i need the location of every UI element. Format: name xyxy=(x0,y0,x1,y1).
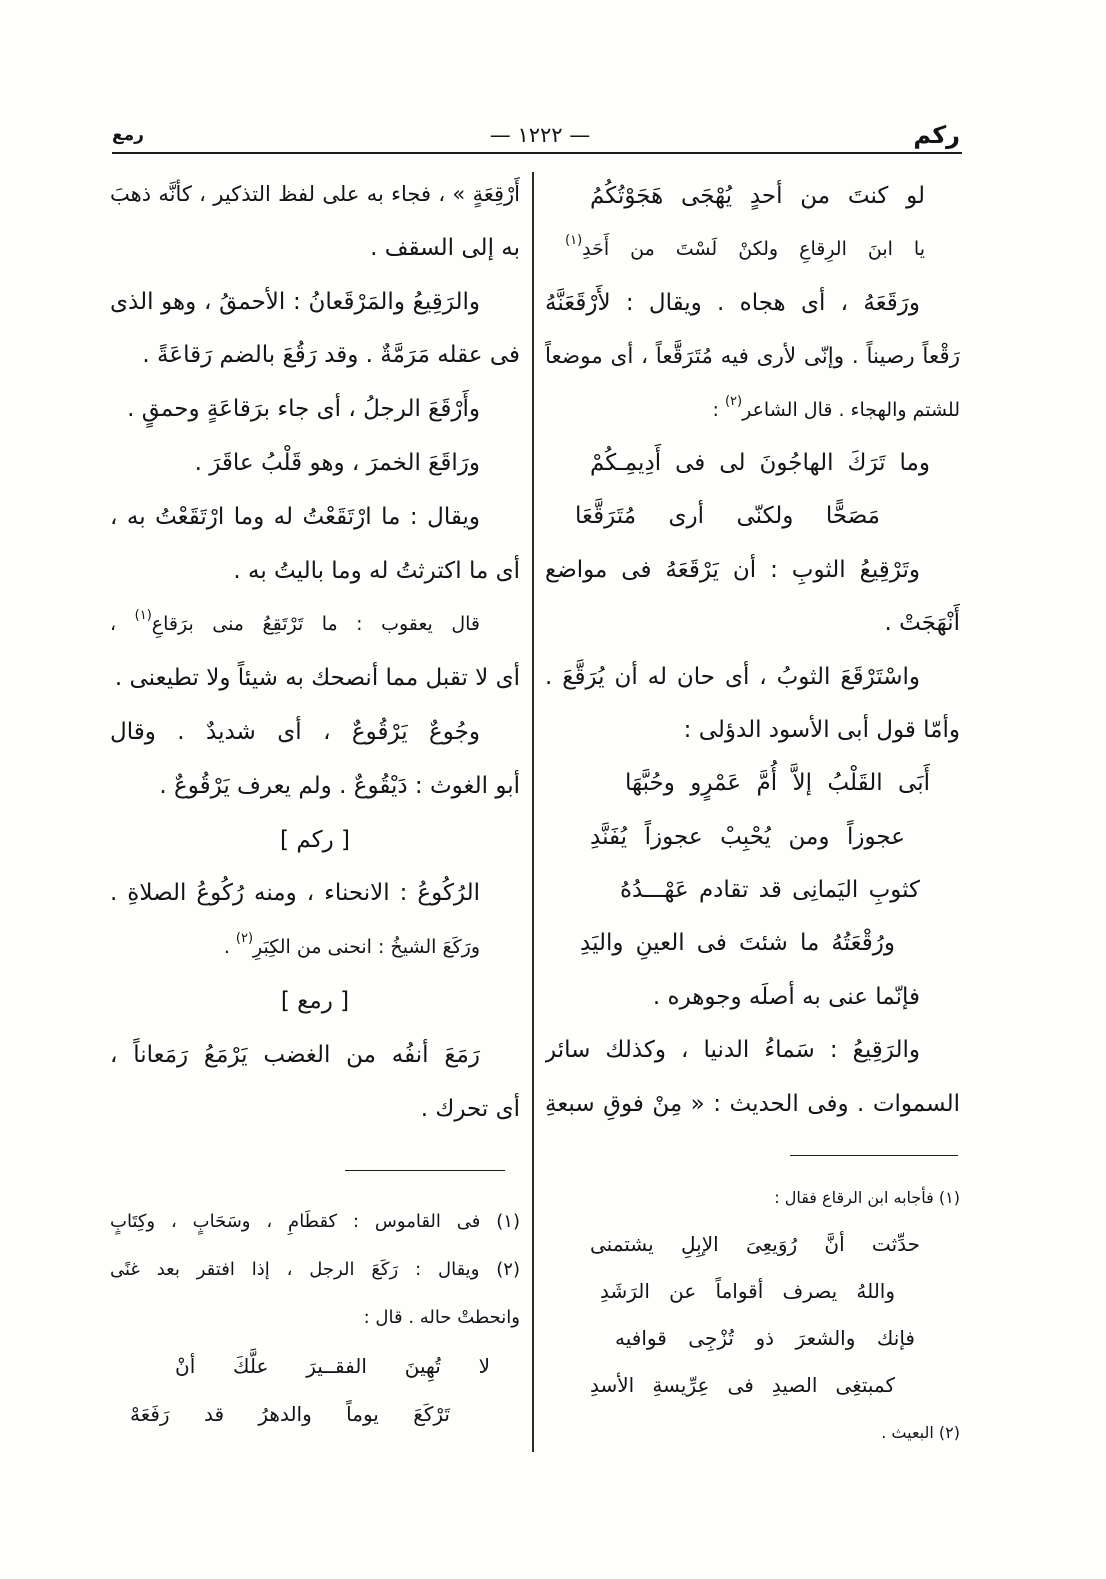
text-line: وأَرْقَعَ الرجلُ ، أى جاء برَقاعَةٍ وحمقٍ . xyxy=(127,396,480,423)
text-line: أى ما اكترثتُ له وما باليتُ به . xyxy=(233,557,520,584)
line-tail: : xyxy=(712,398,725,421)
text-line: واسْتَرْقَعَ الثوبُ ، أى حان له أن يُرَقَّعَ . xyxy=(545,663,920,690)
text-line xyxy=(110,921,520,975)
footnote-separator xyxy=(790,1155,958,1156)
verse-line xyxy=(545,223,960,276)
left-column xyxy=(110,168,520,1136)
left-footnotes xyxy=(110,1198,520,1438)
verse-line: ورُقْعَتُهُ ما شئتَ فى العينِ واليَدِ xyxy=(580,930,895,957)
line-text: ورَكَعَ الشيخُ : انحنى من الكِبَرِ xyxy=(253,936,480,959)
text-line: وتَرْقِيعُ الثوبِ : أن يَرْقَعَهُ فى مواضع xyxy=(545,556,920,583)
footnote-separator xyxy=(345,1170,505,1171)
text-line: وأمّا قول أبى الأسود الدؤلى : xyxy=(683,716,960,743)
line-text: للشتم والهجاء . قال الشاعر xyxy=(742,398,960,421)
footnote-ref: (٢) xyxy=(235,931,254,947)
verse-text: يا ابنَ الرِقاعِ ولكنْ لَسْتَ من أَحَدِ xyxy=(582,238,925,261)
footnote-line: (٢) ويقال : رَكَعَ الرجل ، إذا افتقر بعد غنًى xyxy=(110,1259,520,1280)
header-rule xyxy=(112,152,962,154)
footnote-ref: (١) xyxy=(134,608,152,624)
text-line: أَنْهَجَتْ . xyxy=(884,610,960,637)
page-number: — ١٢٢٢ — xyxy=(489,123,591,147)
right-column xyxy=(545,170,960,1131)
footnote-verse-line: كمبتغِى الصيدِ فى عِرِّيسةِ الأسدِ xyxy=(590,1373,895,1397)
text-line: والرَقِيعُ : سَماءُ الدنيا ، وكذلك سائر xyxy=(545,1037,920,1064)
verse-line: مَصَحًّا ولكنّى أرى مُتَرَقَّعَا xyxy=(575,503,880,530)
footnote-verse-line: تَرْكَعَ يوماً والدهرُ قد رَفَعَهْ xyxy=(130,1402,450,1426)
text-line: ويقال : ما ارْتَقَعْتُ له وما ارْتَقَعْتُ به ، xyxy=(110,503,480,530)
text-line xyxy=(110,598,520,652)
footnote-line: وانحطتْ حاله . قال : xyxy=(363,1307,520,1328)
text-line: والرَقِيعُ والمَرْقَعانُ : الأحمقُ ، وهو الذى xyxy=(110,288,480,315)
verse-line: كثوبِ اليَمانِى قد تقادم عَهْـــدُهُ xyxy=(620,877,920,904)
text-line: وجُوعٌ يَرْقُوعٌ ، أى شديدٌ . وقال xyxy=(110,718,480,745)
verse-line: لو كنتَ من أحدٍ يُهْجَى هَجَوْتُكُمُ xyxy=(590,183,925,209)
line-tail: ، xyxy=(110,613,135,636)
running-head-left: رمع xyxy=(112,125,144,145)
footnote-ref: (١) xyxy=(565,233,583,249)
text-line: به إلى السقف . xyxy=(370,234,520,261)
column-divider xyxy=(532,172,534,1452)
entry-heading: [ رمع ] xyxy=(280,987,350,1014)
text-line: أى تحرك . xyxy=(420,1095,520,1122)
verse-line: عجوزاً ومن يُحْبِبْ عجوزاً يُفَنَّدِ xyxy=(590,823,905,850)
text-line xyxy=(545,384,960,437)
text-line: السموات . وفى الحديث : « مِنْ فوقِ سبعةِ xyxy=(545,1090,960,1117)
text-line: ورَاقَعَ الخمرَ ، وهو قَلْبُ عاقَرَ . xyxy=(194,449,480,476)
footnote-verse-line: فإنك والشعرَ ذو تُزْجِى قوافيه xyxy=(615,1326,915,1350)
line-tail: . xyxy=(223,936,236,959)
footnote-verse-line: واللهُ يصرف أقواماً عن الرَشَدِ xyxy=(600,1279,895,1303)
footnote-line: (٢) البعيث . xyxy=(881,1423,960,1442)
entry-heading: [ ركم ] xyxy=(280,826,350,853)
running-head-right: ركم xyxy=(913,121,960,149)
text-line: فى عقله مَرَمَّةٌ . وقد رَقُعَ بالضم رَقاعَةً . xyxy=(142,342,520,369)
footnote-ref: (٢) xyxy=(724,393,743,409)
footnote-verse-line: حدِّثت أنَّ رُوَيعِىَ الإبِلِ يشتمنى xyxy=(590,1232,920,1256)
text-line: رَقْعاً رصيناً . وإنّى لأرى فيه مُتَرَقَّعاً ، أى موضعاً xyxy=(545,344,960,370)
footnote-line: (١) فى القاموس : كقطَامِ ، وسَحَابٍ ، وكِتَابٍ xyxy=(110,1211,520,1232)
text-line: أبو الغوث : دَيْقُوعٌ . ولم يعرف يَرْقُوعٌ . xyxy=(159,772,520,799)
text-line: ورَقَعَهُ ، أى هجاه . ويقال : لأَرْقَعَنَّهُ xyxy=(545,289,920,316)
text-line: فإنّما عنى به أصلَه وجوهره . xyxy=(652,983,920,1010)
footnote-verse-line: لا تُهِينَ الفقــيرَ علَّكَ أنْ xyxy=(175,1354,490,1378)
line-text: قال يعقوب : ما تَرْتَقِعُ منى برَقاعِ xyxy=(151,613,481,636)
verse-line: أَبَى القَلْبُ إلاَّ أُمَّ عَمْرٍو وحُبَّهَا xyxy=(625,770,930,797)
text-line: أى لا تقبل مما أنصحك به شيئاً ولا تطيعنى . xyxy=(114,665,520,692)
right-footnotes xyxy=(545,1174,960,1456)
text-line: رَمَعَ أنفُه من الغضب يَرْمَعُ رَمَعاناً ، xyxy=(110,1041,480,1068)
footnote-line: (١) فأجابه ابن الرقاع فقال : xyxy=(774,1188,960,1207)
text-line: أَرْقِعَةٍ » ، فجاء به على لفظ التذكير ، كأنَّه ذهبَ xyxy=(110,182,520,206)
text-line: الرُكُوعُ : الانحناء ، ومنه رُكُوعُ الصلاةِ . xyxy=(110,880,480,907)
verse-line: وما تَرَكَ الهاجُونَ لى فى أَدِيمِـكُمْ xyxy=(590,449,930,476)
